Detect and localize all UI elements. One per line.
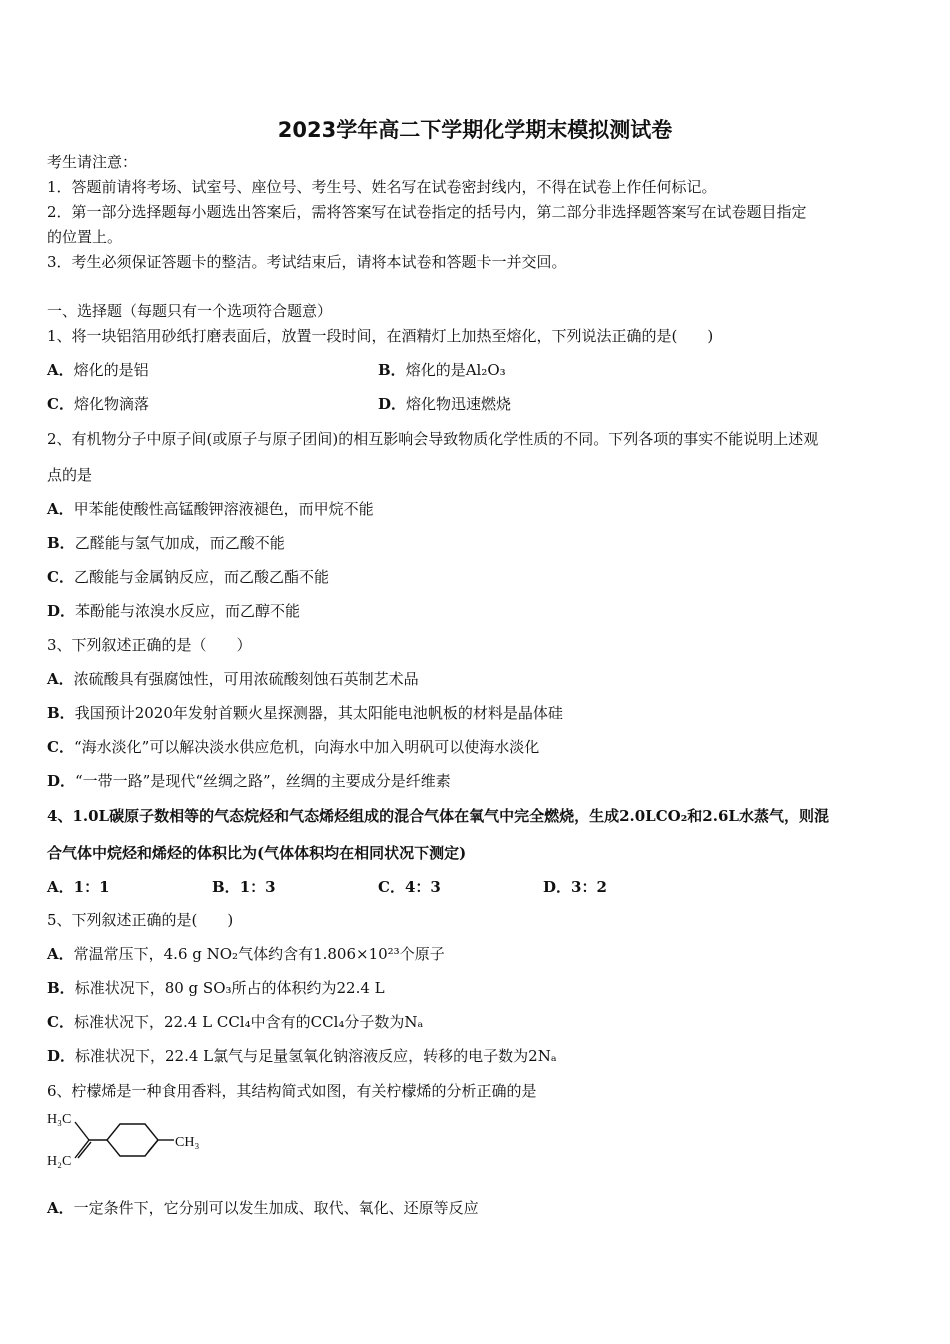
page-title: 2023学年高二下学期化学期末模拟测试卷 <box>277 118 673 142</box>
structure-label-h3c: H₃C <box>47 1112 72 1127</box>
notice-item: 2．第一部分选择题每小题选出答案后，需将答案写在试卷指定的括号内，第二部分非选择题答案写在试卷题目指定 <box>47 203 807 221</box>
option-c: C．乙酸能与金属钠反应，而乙酸乙酯不能 <box>47 568 329 586</box>
notice-item: 的位置上。 <box>47 228 123 246</box>
notice-item: 3．考生必须保证答题卡的整洁。考试结束后，请将本试卷和答题卡一并交回。 <box>47 253 567 271</box>
structure-label-h2c: H₂C <box>47 1154 72 1169</box>
option-a: A．甲苯能使酸性高锰酸钾溶液褪色，而甲烷不能 <box>47 500 374 518</box>
notice-item: 1．答题前请将考场、试室号、座位号、考生号、姓名写在试卷密封线内，不得在试卷上作任何标记。 <box>47 178 717 196</box>
section-heading: 一、选择题（每题只有一个选项符合题意） <box>47 302 333 320</box>
option-b: B．熔化的是Al₂O₃ <box>378 361 506 379</box>
option-d: D．标准状况下，22.4 L氯气与足量氢氧化钠溶液反应，转移的电子数为2Nₐ <box>47 1047 557 1065</box>
option-a: A．常温常压下，4.6 g NO₂气体约含有1.806×10²³个原子 <box>47 945 445 963</box>
option-d: D．“一带一路”是现代“丝绸之路”，丝绸的主要成分是纤维素 <box>47 772 451 790</box>
notice-heading: 考生请注意： <box>47 153 138 171</box>
option-b: B．标准状况下，80 g SO₃所占的体积约为22.4 L <box>47 979 385 997</box>
option-d: D．3：2 <box>543 878 607 896</box>
option-c: C．熔化物滴落 <box>47 395 149 413</box>
question-stem: 3、下列叙述正确的是（ ） <box>47 636 252 654</box>
option-a: A．浓硫酸具有强腐蚀性，可用浓硫酸刻蚀石英制艺术品 <box>47 670 419 688</box>
option-a: A．一定条件下，它分别可以发生加成、取代、氧化、还原等反应 <box>47 1199 479 1217</box>
question-stem: 点的是 <box>47 466 93 484</box>
option-c: C．4：3 <box>378 878 441 896</box>
option-c: C．标准状况下，22.4 L CCl₄中含有的CCl₄分子数为Nₐ <box>47 1013 424 1031</box>
option-d: D．熔化物迅速燃烧 <box>378 395 512 413</box>
option-a: A．熔化的是铝 <box>47 361 149 379</box>
question-stem: 5、下列叙述正确的是( ) <box>47 911 234 929</box>
option-b: B．乙醛能与氢气加成，而乙酸不能 <box>47 534 285 552</box>
option-b: B．1：3 <box>212 878 276 896</box>
option-d: D．苯酚能与浓溴水反应，而乙醇不能 <box>47 602 301 620</box>
option-b: B．我国预计2020年发射首颗火星探测器，其太阳能电池帆板的材料是晶体硅 <box>47 704 563 722</box>
structure-label-ch3: CH₃ <box>175 1135 200 1150</box>
question-stem: 6、柠檬烯是一种食用香料，其结构简式如图，有关柠檬烯的分析正确的是 <box>47 1082 537 1100</box>
question-stem: 1、将一块铝箔用砂纸打磨表面后，放置一段时间，在酒精灯上加热至熔化，下列说法正确的是( ) <box>47 327 714 345</box>
option-c: C．“海水淡化”可以解决淡水供应危机，向海水中加入明矾可以使海水淡化 <box>47 738 540 756</box>
question-stem: 4、1.0L碳原子数相等的气态烷烃和气态烯烃组成的混合气体在氧气中完全燃烧，生成2.0LCO₂和2.6L水蒸气，则混 <box>47 807 829 825</box>
question-stem: 合气体中烷烃和烯烃的体积比为(气体体积均在相同状况下测定) <box>47 844 467 862</box>
option-a: A．1：1 <box>47 878 110 896</box>
limonene-structure-diagram <box>45 1108 215 1174</box>
question-stem: 2、有机物分子中原子间(或原子与原子团间)的相互影响会导致物质化学性质的不同。下列各项的事实不能说明上述观 <box>47 430 819 448</box>
